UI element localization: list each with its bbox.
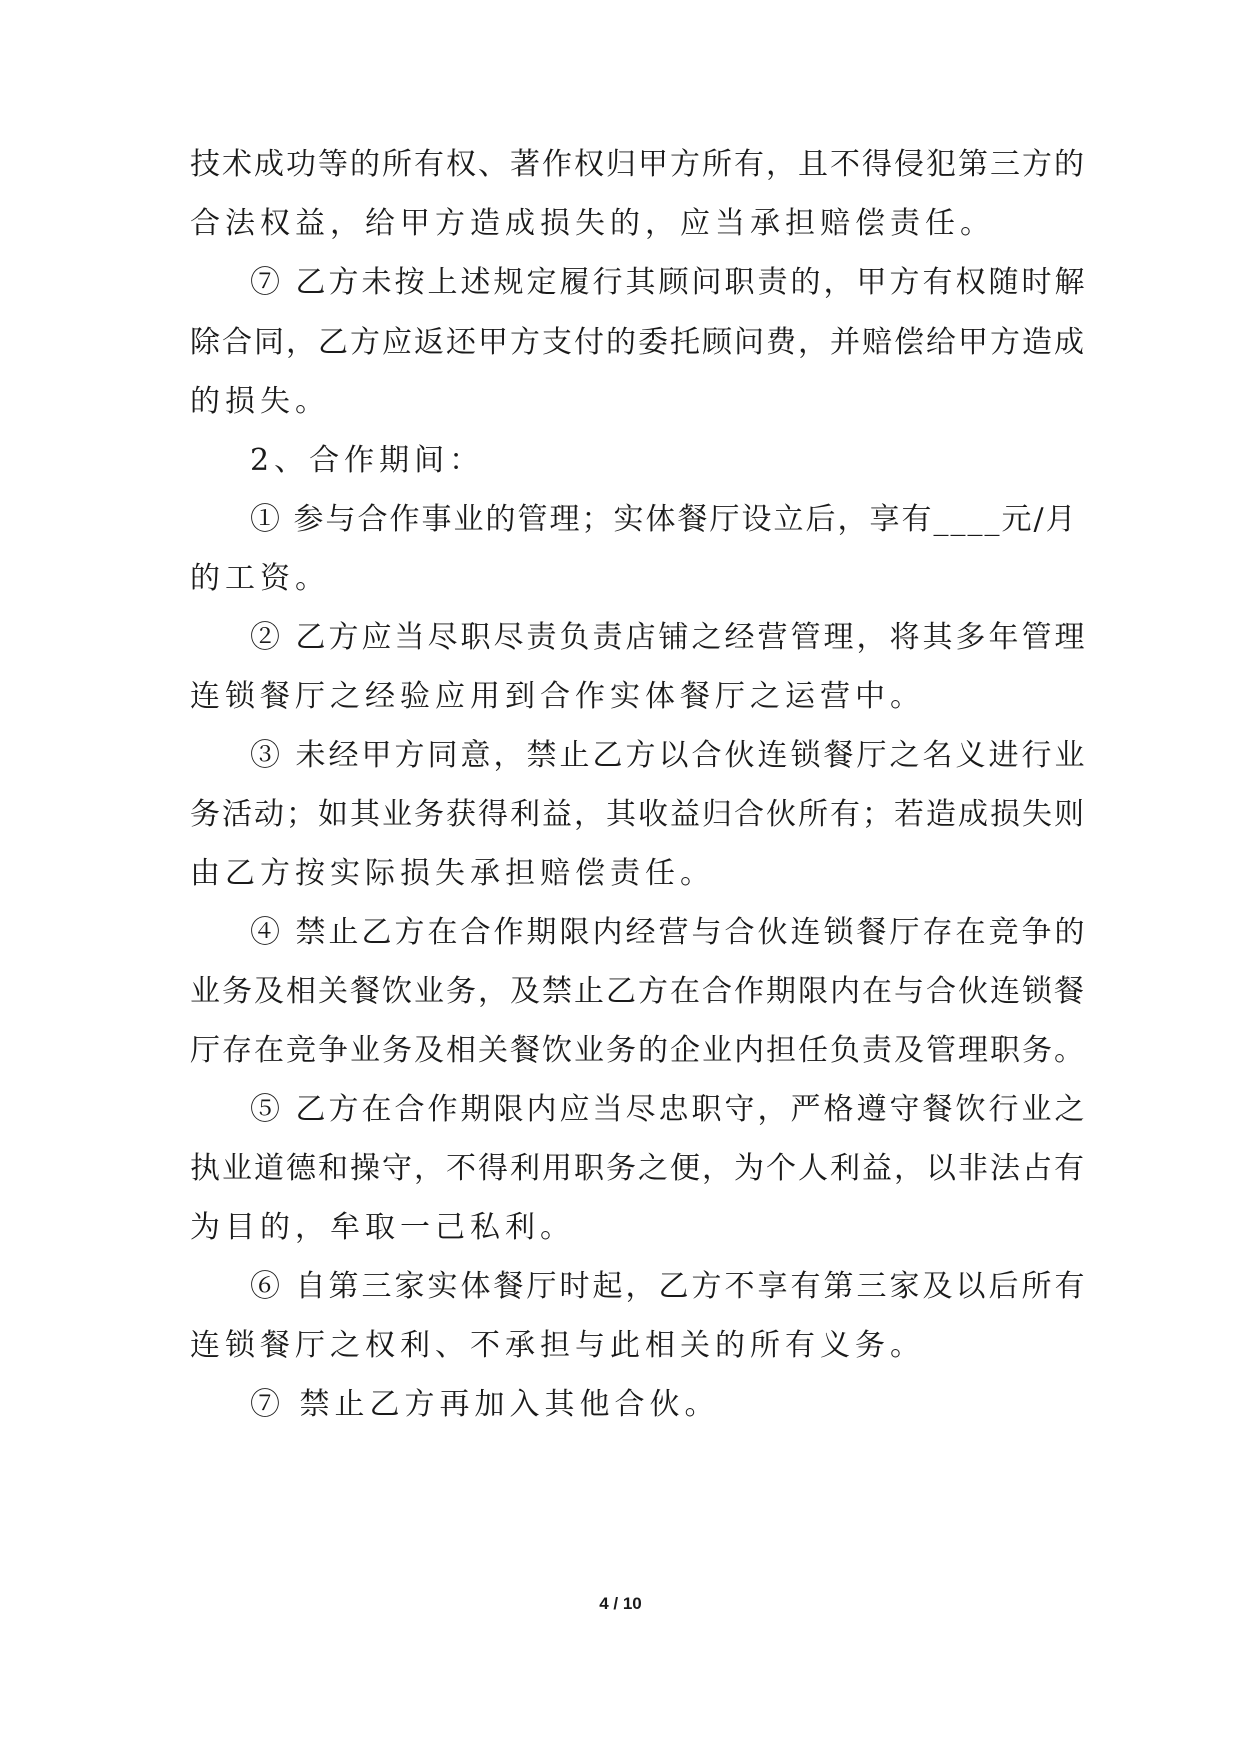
paragraph-line: ① 参与合作事业的管理；实体餐厅设立后，享有____元/月 bbox=[250, 502, 1078, 537]
paragraph-line: 的工资。 bbox=[190, 561, 330, 596]
paragraph-line: 由乙方按实际损失承担赔偿责任。 bbox=[190, 856, 715, 891]
section-heading: 2、合作期间： bbox=[250, 443, 485, 478]
paragraph-line: 执业道德和操守，不得利用职务之便，为个人利益，以非法占有 bbox=[190, 1151, 1086, 1186]
paragraph-line: 连锁餐厅之权利、不承担与此相关的所有义务。 bbox=[190, 1328, 925, 1363]
paragraph-line: ④ 禁止乙方在合作期限内经营与合伙连锁餐厅存在竞争的 bbox=[250, 915, 1088, 950]
page-number: 4 / 10 bbox=[599, 1594, 642, 1613]
paragraph-line: 务活动；如其业务获得利益，其收益归合伙所有；若造成损失则 bbox=[190, 797, 1086, 832]
paragraph-line: 技术成功等的所有权、著作权归甲方所有，且不得侵犯第三方的 bbox=[190, 147, 1086, 182]
paragraph-line: 为目的，牟取一己私利。 bbox=[190, 1210, 575, 1245]
paragraph-line: ⑥ 自第三家实体餐厅时起，乙方不享有第三家及以后所有 bbox=[250, 1269, 1088, 1304]
paragraph-line: ③ 未经甲方同意，禁止乙方以合伙连锁餐厅之名义进行业 bbox=[250, 738, 1088, 773]
paragraph-line: ② 乙方应当尽职尽责负责店铺之经营管理，将其多年管理 bbox=[250, 620, 1088, 655]
paragraph-line: 的损失。 bbox=[190, 384, 330, 419]
paragraph-line: 合法权益，给甲方造成损失的，应当承担赔偿责任。 bbox=[190, 206, 995, 241]
paragraph-line: ⑤ 乙方在合作期限内应当尽忠职守，严格遵守餐饮行业之 bbox=[250, 1092, 1088, 1127]
paragraph-line: 厅存在竞争业务及相关餐饮业务的企业内担任负责及管理职务。 bbox=[190, 1033, 1086, 1068]
paragraph-line: 业务及相关餐饮业务，及禁止乙方在合作期限内在与合伙连锁餐 bbox=[190, 974, 1086, 1009]
paragraph-line: ⑦ 乙方未按上述规定履行其顾问职责的，甲方有权随时解 bbox=[250, 265, 1088, 300]
paragraph-line: 除合同，乙方应返还甲方支付的委托顾问费，并赔偿给甲方造成 bbox=[190, 325, 1086, 360]
paragraph-line: 连锁餐厅之经验应用到合作实体餐厅之运营中。 bbox=[190, 679, 925, 714]
paragraph-line: ⑦ 禁止乙方再加入其他合伙。 bbox=[250, 1387, 720, 1422]
